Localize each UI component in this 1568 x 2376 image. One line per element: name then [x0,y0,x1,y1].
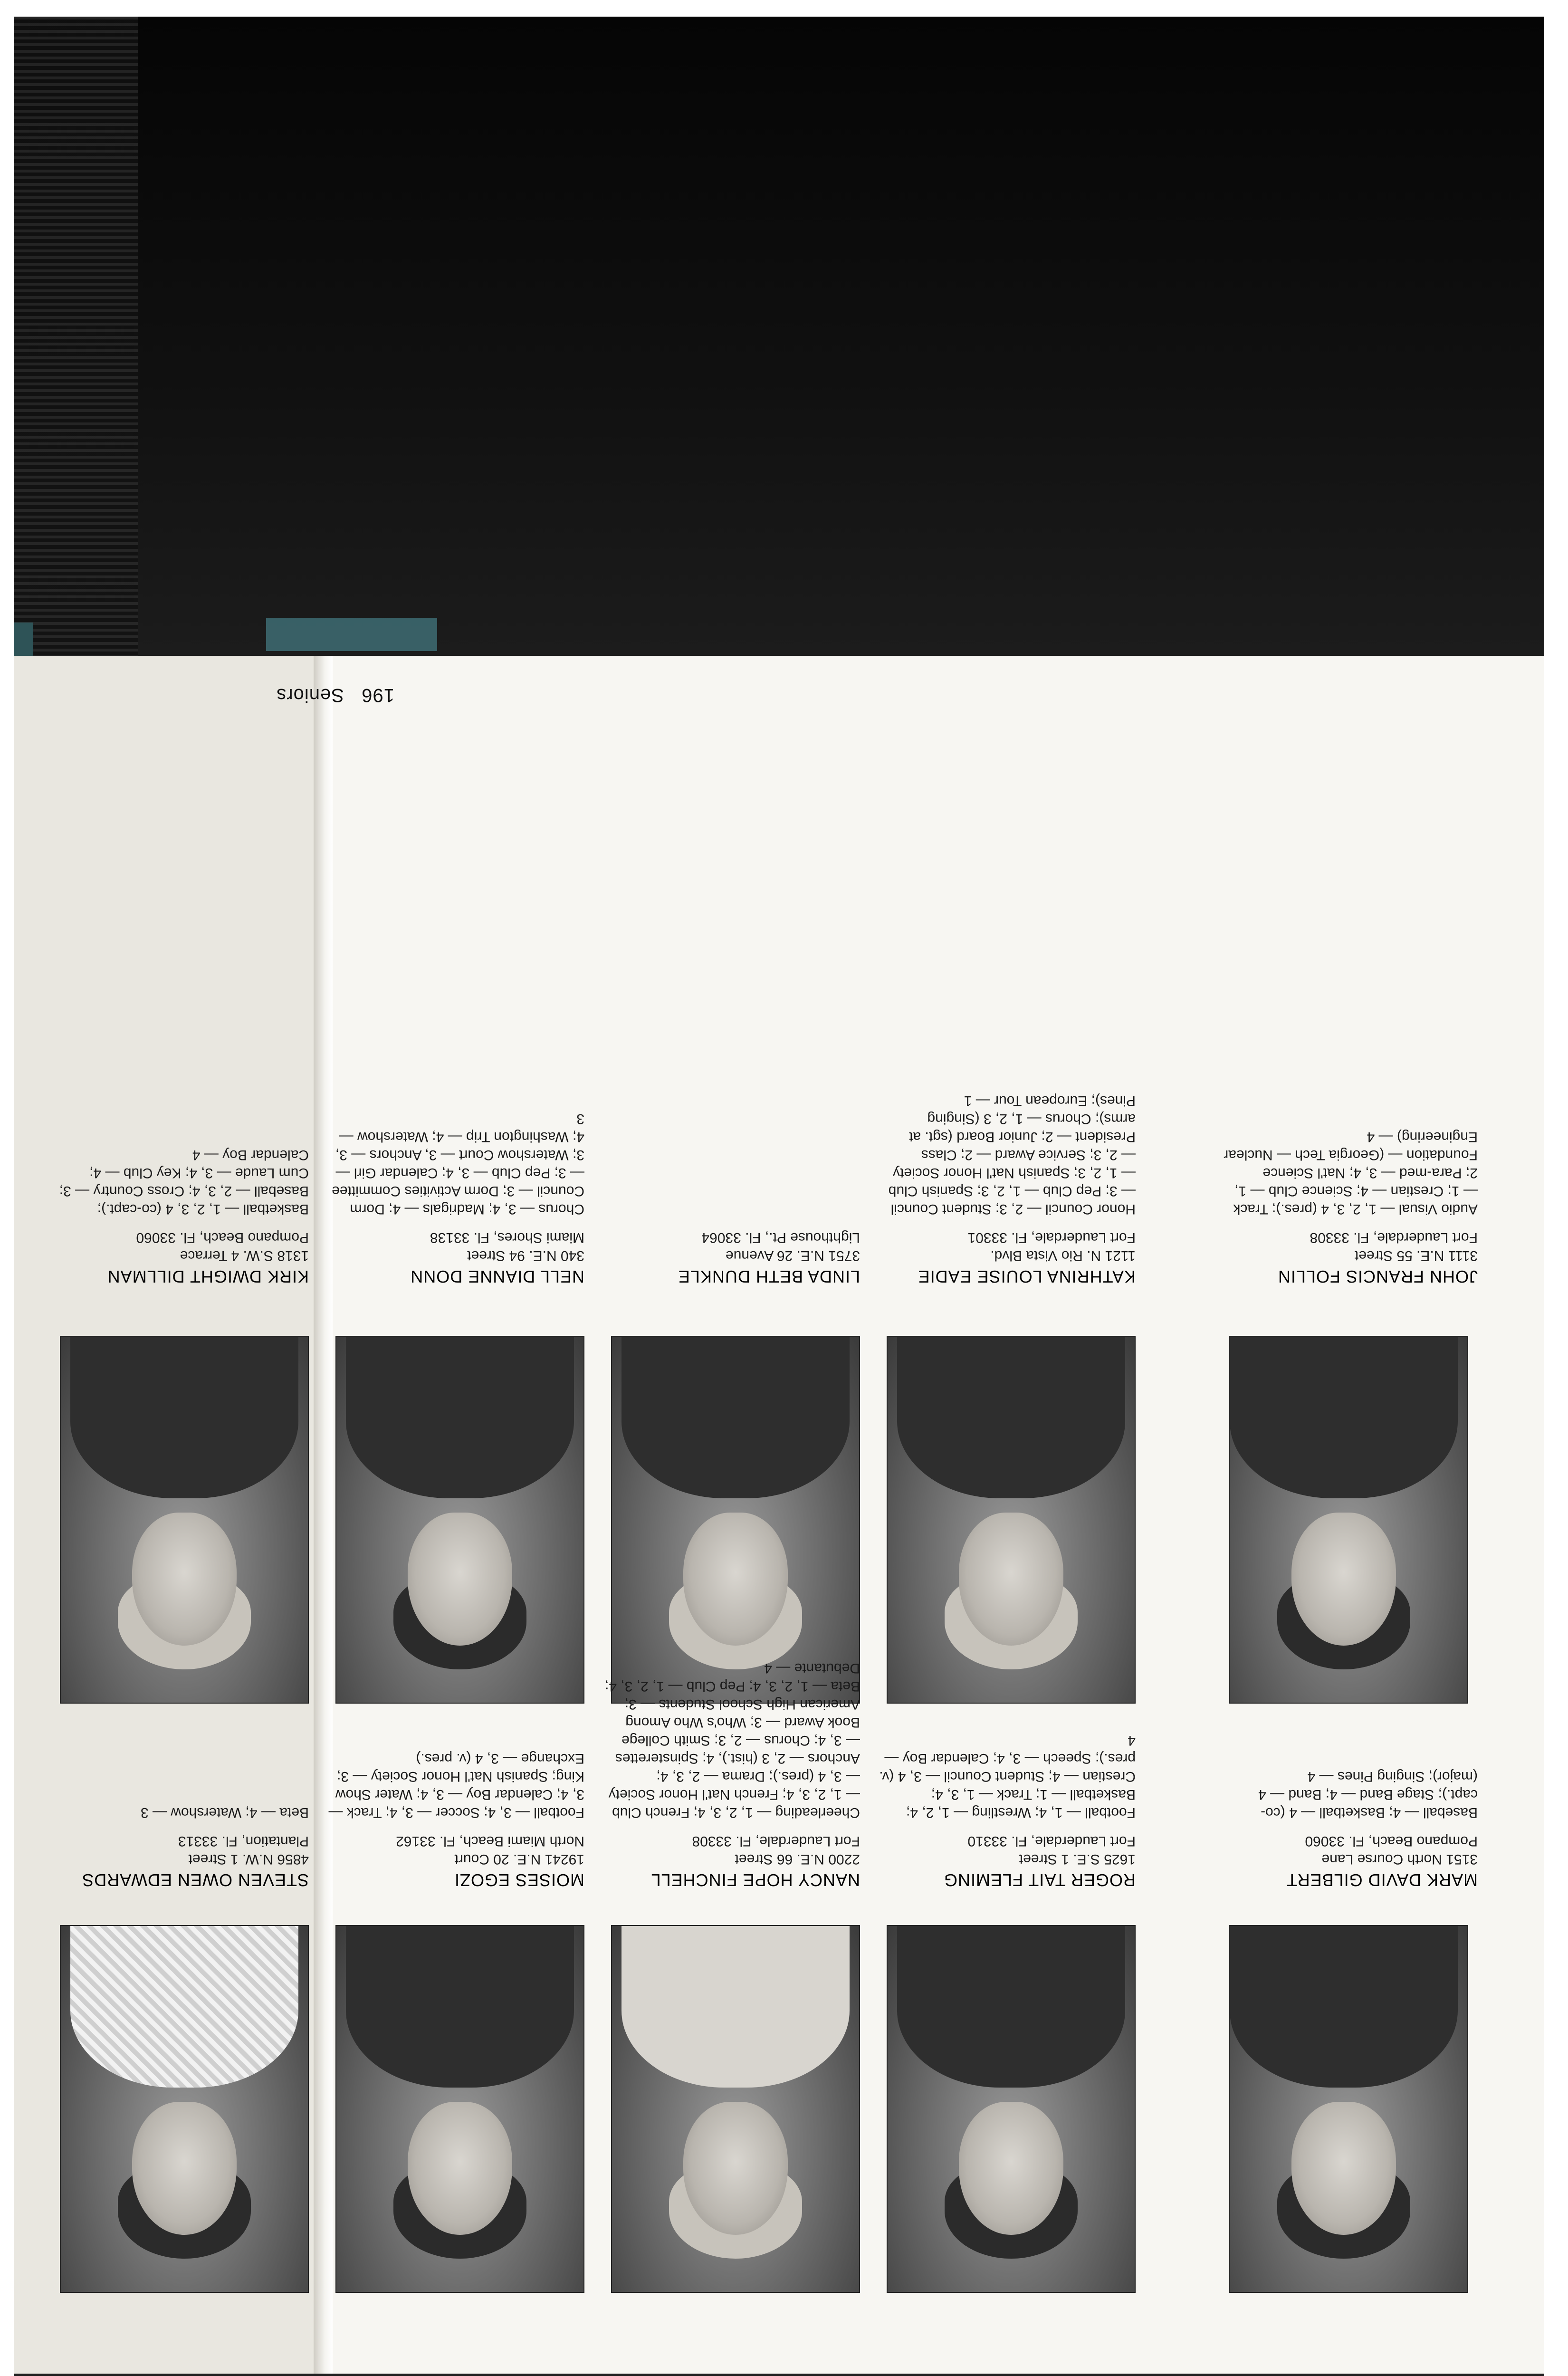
senior-entry-moises-egozi [328,1749,584,1889]
senior-photo-roger-fleming [887,1925,1136,2293]
student-address-line1: 4856 N.W. 1 Street [188,1851,309,1867]
student-name: MOISES EGOZI [454,1870,584,1890]
student-activities: Football — 1, 4; Wrestling — 1, 2, 4; Basketball — 1; Track — 1, 3, 4; Crestian — 4; Student Council — 3, 4 (v. pres.); Speech — 3, 4; Calendar Boy — 4 [879,1733,1136,1820]
student-address-line1: 2200 N.E. 66 Street [735,1851,860,1867]
senior-entry-kirk-dillman [52,1146,309,1285]
student-address-line2: Fort Lauderdale, Fl. 33310 [967,1833,1136,1849]
student-activities: Cheerleading — 1, 2, 3, 4; French Club — 1, 2, 3, 4; French Nat'l Honor Society — 3, 4 (pres.); Drama — 2, 3, 4; Anchors — 2, 3 (hist.), 4; Spinsterettes — 3, 4; Chorus — 2, 3; Smith College Book Award — 3; Who's Who Among American High School Students — 3; Beta — 1, 2, 3, 4; Pep Club — 1, 2, 3, 4; Debutante — 4 [605,1660,860,1820]
student-address-line2: Pompano Beach, Fl. 33060 [136,1230,309,1245]
book-bottom-edge [14,2374,1544,2376]
senior-photo-nancy-finchell [611,1925,860,2293]
senior-entry-nancy-finchell [603,1659,860,1889]
senior-photo-nell-donn [335,1336,584,1704]
student-address-line1: 3151 North Course Lane [1321,1851,1478,1867]
senior-entry-john-follin [1221,1128,1478,1285]
student-name: STEVEN OWEN EDWARDS [82,1870,309,1890]
student-activities: Football — 3, 4; Soccer — 3, 4; Track — 3, 4; Calendar Boy — 3, 4; Water Show King; Spanish Nat'l Honor Society — 3; Exchange — 3, 4 (v. pres.) [328,1751,584,1820]
student-activities: Baseball — 4; Basketball — 4 (co-capt.); Stage Band — 4; Band — 4 (major); Singing Pines — 4 [1258,1769,1478,1820]
student-address-line2: North Miami Beach, Fl. 33162 [396,1833,584,1849]
student-name: NANCY HOPE FINCHELL [650,1870,860,1890]
student-address-line1: 3111 N.E. 55 Street [1354,1248,1478,1264]
upside-down-page-content [14,656,1544,2376]
student-name: KIRK DWIGHT DILLMAN [107,1267,309,1286]
senior-photo-kirk-dillman [60,1336,309,1704]
senior-entry-roger-fleming [879,1731,1136,1889]
book-cover [14,17,1544,656]
student-address-line1: 1121 N. Rio Vista Blvd. [990,1248,1136,1264]
student-address-line2: Fort Lauderdale, Fl. 33301 [967,1230,1136,1245]
student-activities: Basketball — 1, 2, 3, 4 (co-capt.); Baseball — 2, 3, 4; Cross Country — 3; Cum Laude — 3, 4; Key Club — 4; Calendar Boy — 4 [59,1147,309,1217]
binding-tape [266,618,437,651]
student-address-line2: Fort Lauderdale, Fl. 33308 [1310,1230,1478,1245]
student-address-line2: Miami Shores, Fl. 33138 [430,1230,584,1245]
student-address-line2: Fort Lauderdale, Fl. 33308 [692,1833,860,1849]
cover-texture [14,17,138,656]
student-activities: Audio Visual — 1, 2, 3, 4 (pres.); Track — 1; Crestian — 4; Science Club — 1, 2; Para-med — 3, 4; Nat'l Science Foundation — (Georgia Tech — Nuclear Engineering) — 4 [1224,1129,1478,1217]
student-name: MARK DAVID GILBERT [1286,1870,1478,1890]
student-address-line1: 340 N.E. 94 Street [467,1248,584,1264]
student-name: NELL DIANNE DONN [410,1267,584,1286]
senior-entry-mark-gilbert [1221,1767,1478,1889]
senior-photo-john-follin [1229,1336,1468,1704]
senior-photo-kathrina-eadie [887,1336,1136,1704]
student-name: ROGER TAIT FLEMING [943,1870,1136,1890]
student-address-line2: Plantation, Fl. 33313 [178,1833,309,1849]
senior-entry-steven-edwards [52,1803,309,1889]
senior-photo-linda-dunkle [611,1336,860,1704]
student-name: LINDA BETH DUNKLE [678,1267,860,1286]
student-address-line1: 19241 N.E. 20 Court [454,1851,584,1867]
student-address-line1: 3751 N.E. 26 Avenue [725,1248,860,1264]
student-activities: Beta — 4; Watershow — 3 [140,1805,309,1820]
student-address-line1: 1625 S.E. 1 Street [1019,1851,1136,1867]
student-activities: Chorus — 3, 4; Madrigals — 4; Dorm Council — 3; Dorm Activities Committee — 3; Pep Club — 3, 4; Calendar Girl — 3; Watershow Court — 3, Anchors — 3, 4; Washington Trip — 4; Watershow — 3 [332,1111,584,1217]
page-number-value: 196 [361,685,394,706]
student-name: JOHN FRANCIS FOLLIN [1277,1267,1478,1286]
student-address-line1: 1318 S.W. 4 Terrace [180,1248,309,1264]
senior-photo-steven-edwards [60,1925,309,2293]
student-activities: Honor Council — 2, 3; Student Council — 3; Pep Club — 1, 2, 3; Spanish Club — 1, 2, 3; Spanish Nat'l Honor Society — 2, 3; Service Award — 2; Class President — 2; Junior Board (sgt. at arms); Chorus — 1, 2, 3 (Singing Pines); European Tour — 1 [888,1093,1136,1217]
senior-entry-kathrina-eadie [879,1092,1136,1285]
student-name: KATHRINA LOUISE EADIE [918,1267,1136,1286]
student-address-line2: Pompano Beach, Fl. 33060 [1305,1833,1478,1849]
senior-entry-nell-donn [328,1110,584,1285]
student-address-line2: Lighthouse Pt., Fl. 33064 [701,1230,860,1245]
page-number [276,684,394,706]
senior-photo-mark-gilbert [1229,1925,1468,2293]
page-section-label: Seniors [276,685,344,706]
senior-entry-linda-dunkle [603,1218,860,1285]
senior-photo-moises-egozi [335,1925,584,2293]
